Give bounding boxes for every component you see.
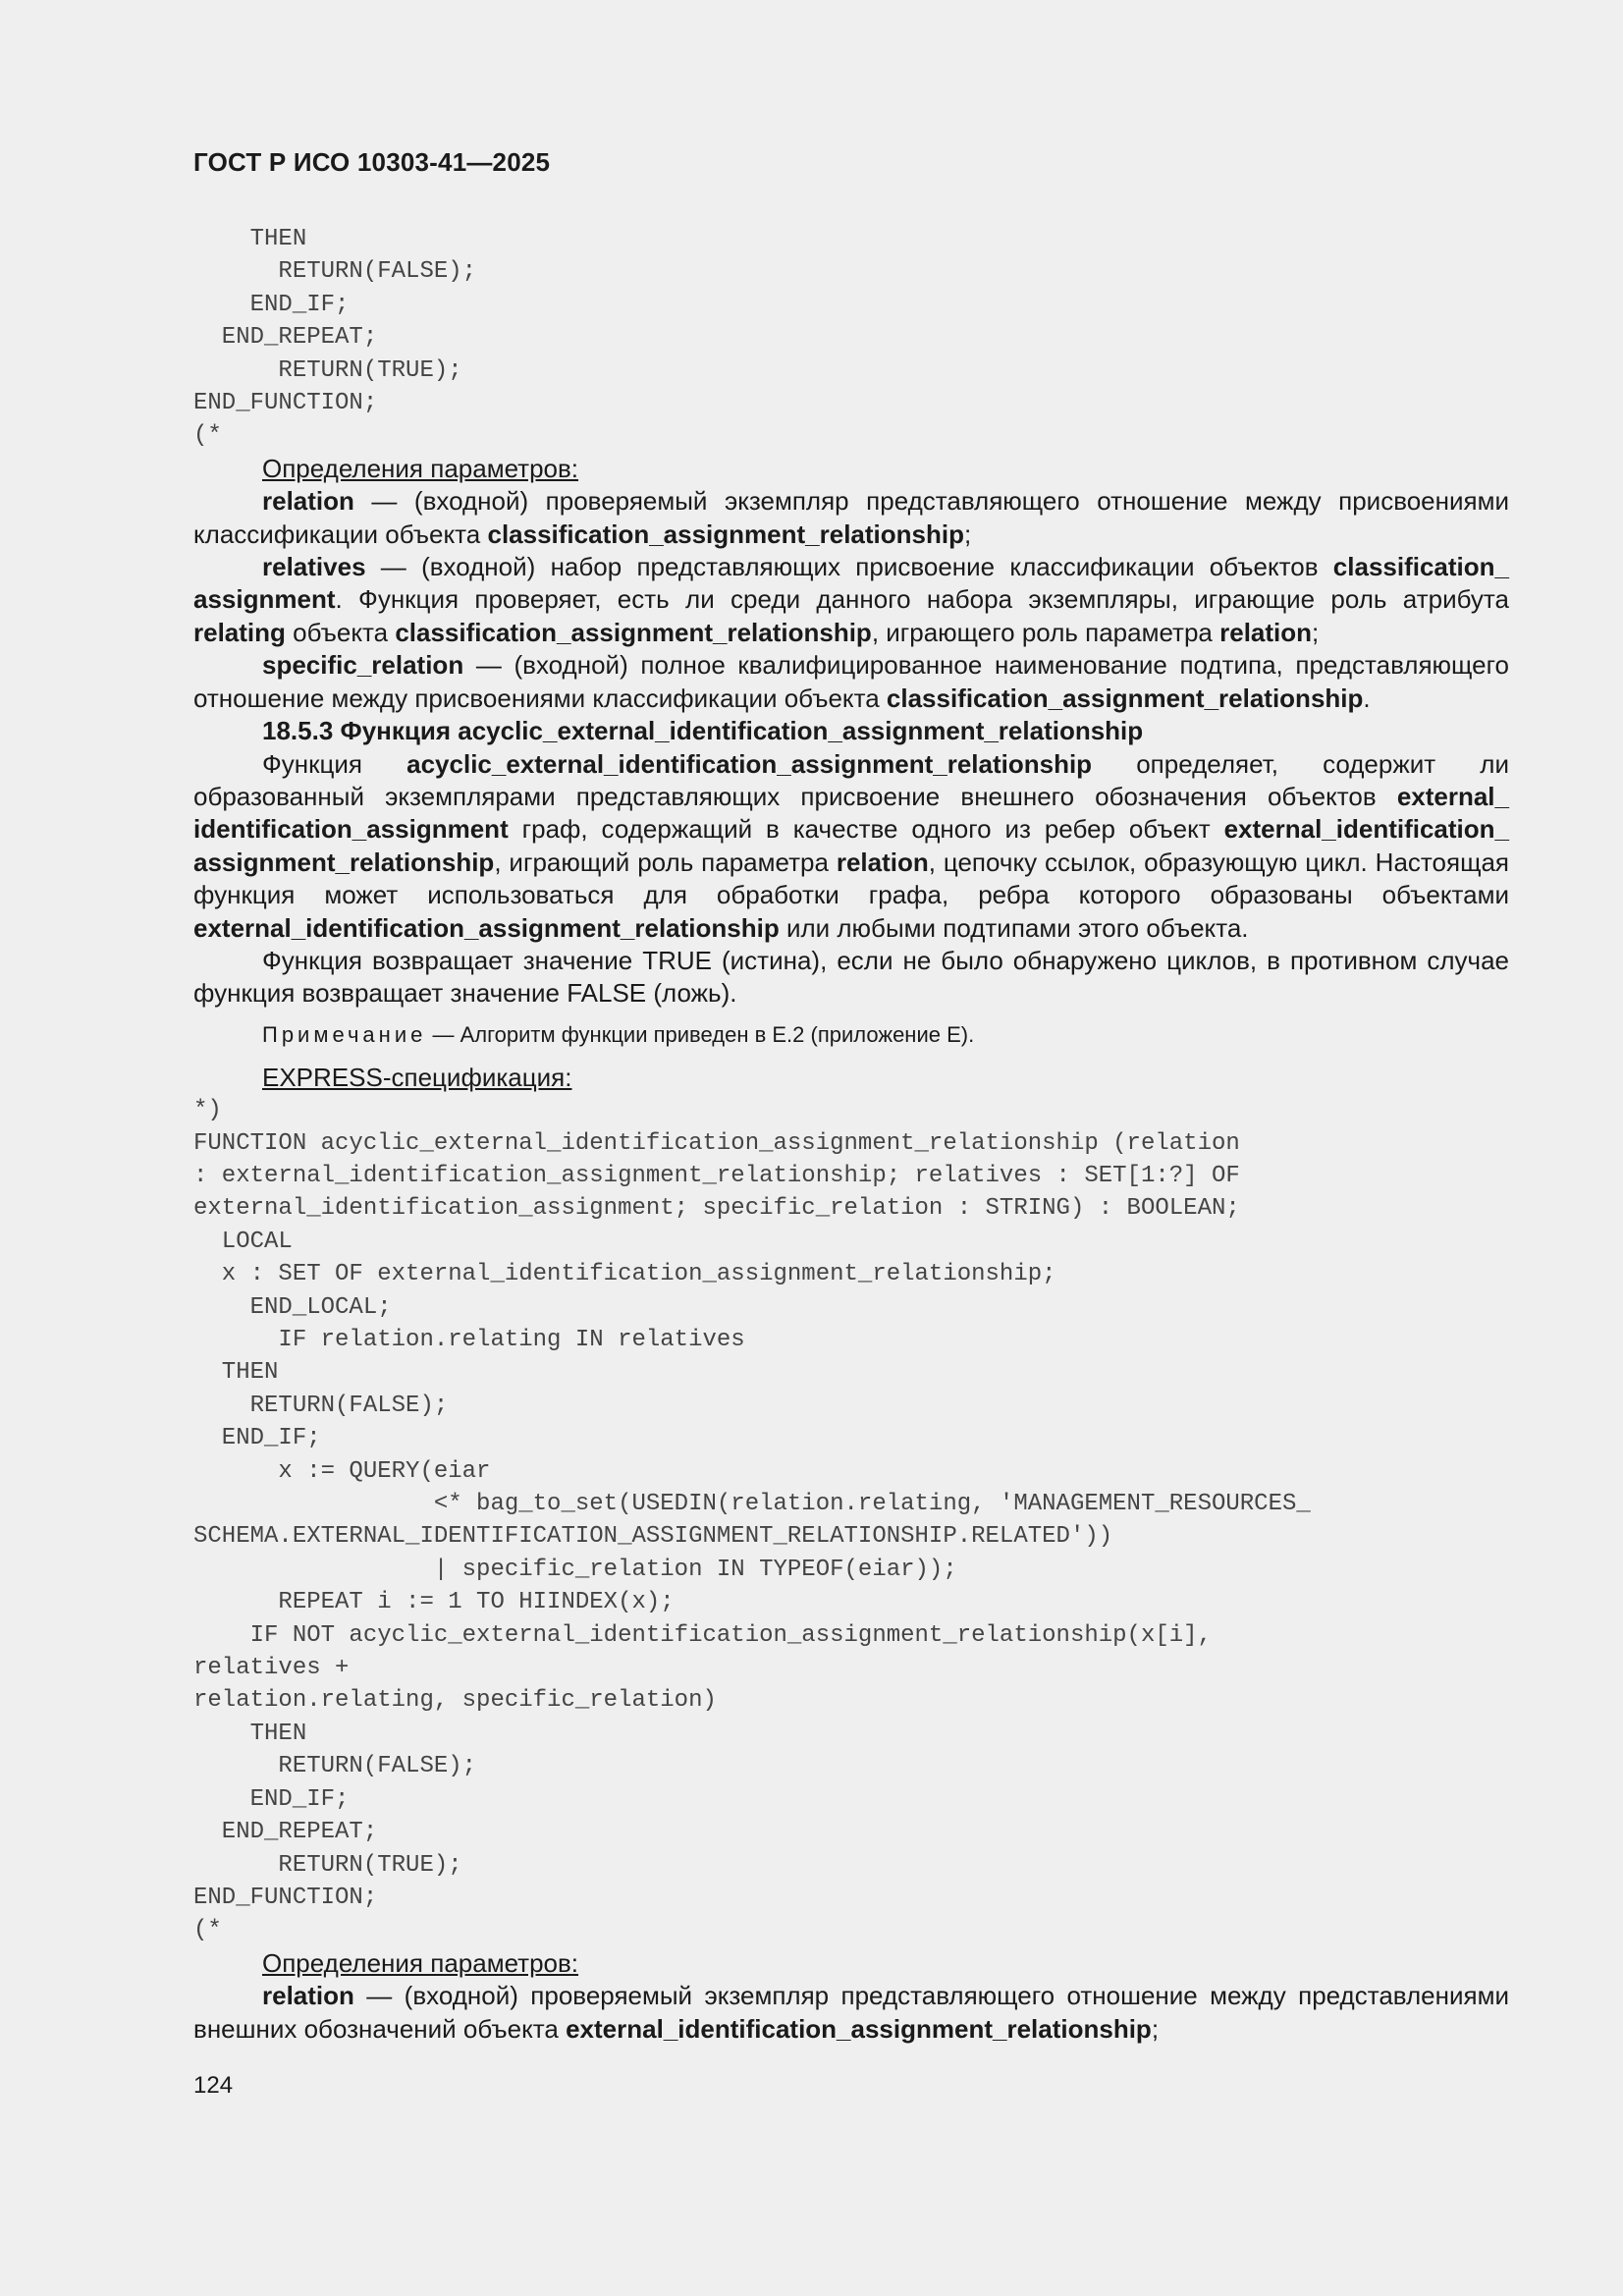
note-label: Примечание (262, 1021, 427, 1047)
section-heading: 18.5.3 Функция acyclic_external_identification_assignment_relationship (262, 716, 1144, 746)
document-body (193, 223, 1509, 2046)
code-block-top: THEN RETURN(FALSE); END_IF; END_REPEAT; RETURN(TRUE); END_FUNCTION; (* (193, 226, 477, 450)
section-paragraph-2: Функция возвращает значение TRUE (истина), если не было обнаружено циклов, в противном случае функция возвращает значение FALSE (ложь). (193, 945, 1509, 1009)
param-specific-relation: specific_relation — (входной) полное квалифицированное наименование подтипа, представляющего отношение между присвоениями классификации объекта classification_assignment_relationship. (193, 650, 1509, 713)
document-header: ГОСТ Р ИСО 10303-41—2025 (193, 147, 551, 177)
page-number: 124 (193, 2072, 234, 2099)
note (193, 1020, 1509, 1050)
code-block-function: *) FUNCTION acyclic_external_identification_assignment_relationship (relation : external_identification_assignment_relationship; relatives : SET[1:?] OF external_identification_assignment; specific_relation : STRING) : BOOLEAN; LOCAL x : SET OF external_identification_assignment_relationship; END_LOCAL; IF relation.relating IN relatives THEN RETURN(FALSE); END_IF; x := QUERY(eiar <* bag_to_set(USEDIN(relation.relating, 'MANAGEMENT_RESOURCES_ SCHEMA.EXTERNAL_IDENTIFICATION_ASSIGNMENT_RELATIONSHIP.RELATED')) | specific_relation IN TYPEOF(eiar)); REPEAT i := 1 TO HIINDEX(x); IF NOT acyclic_external_identification_assignment_relationship(x[i], relatives + relation.relating, specific_relation) THEN RETURN(FALSE); END_IF; END_REPEAT; RETURN(TRUE); END_FUNCTION; (* (193, 1097, 1311, 1944)
params-title-2: Определения параметров: (262, 1947, 579, 1978)
param-relation: relation — (входной) проверяемый экземпляр представляющего отношение между присвоениями классификации объекта classification_assignment_relationship; (193, 486, 1509, 549)
param-relatives: relatives — (входной) набор представляющих присвоение классификации объектов classification_ assignment. Функция проверяет, есть ли среди данного набора экземпляры, играющие роль атрибута relating объекта classification_assignment_relationship, играющего роль параметра relation; (193, 552, 1509, 647)
section-paragraph-1: Функция acyclic_external_identification_assignment_relationship определяет, содержит ли образованный экземплярами представляющих присвоение внешнего обозначения объектов external_ identification_assignment граф, содержащий в качестве одного из ребер объект external_identification_ assignment_relationship, играющий роль параметра relation, цепочку ссылок, образующую цикл. Настоящая функция может использоваться для обработки графа, ребра которого образованы объектами external_identification_assignment_relationship или любыми подтипами этого объекта. (193, 748, 1509, 943)
params-title: Определения параметров: (262, 453, 579, 483)
express-title: EXPRESS-спецификация: (262, 1062, 572, 1092)
note-text: — Алгоритм функции приведен в Е.2 (приложение Е). (426, 1021, 975, 1047)
param-relation-2: relation — (входной) проверяемый экземпляр представляющего отношение между представлениями внешних обозначений объекта external_identification_assignment_relationship; (193, 1981, 1509, 2044)
